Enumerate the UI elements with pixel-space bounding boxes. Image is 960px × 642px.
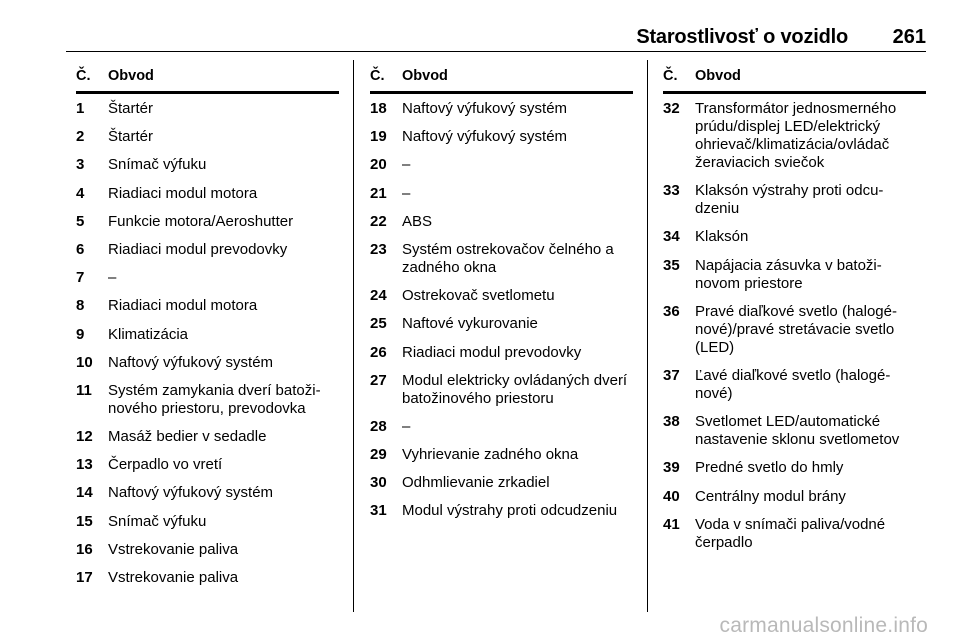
fuse-number: 20 — [370, 156, 387, 174]
circuit-name: Masáž bedier v sedadle — [108, 428, 267, 446]
circuit-name: Naftový výfukový systém — [402, 100, 568, 117]
circuit-name: ABS — [402, 212, 433, 230]
table-row — [76, 354, 339, 372]
table-row — [370, 185, 633, 203]
table-row — [76, 100, 339, 118]
fuse-number: 12 — [76, 428, 93, 446]
circuit-name: Štartér — [108, 128, 154, 146]
circuit-name: Riadiaci modul prevodovky — [402, 343, 582, 361]
circuit-name: – — [108, 269, 117, 287]
fuse-number: 18 — [370, 100, 387, 117]
table-row — [370, 344, 633, 362]
header-number: Č. — [370, 68, 385, 84]
fuse-number: 32 — [663, 100, 680, 117]
table-row — [663, 100, 926, 172]
fuse-number: 40 — [663, 487, 680, 505]
table-row — [663, 459, 926, 477]
fuse-number: 1 — [76, 100, 85, 117]
circuit-name: Transformátor jednosmerného prúdu/displej LED/elektrický ohrievač/klimatizácia/ovládač žeraviacich sviečok — [695, 100, 897, 171]
fuse-number: 29 — [370, 446, 387, 464]
table-row — [76, 569, 339, 587]
table-row — [663, 257, 926, 293]
circuit-name: Voda v snímači paliva/vodné čerpadlo — [695, 515, 886, 551]
table-row — [76, 428, 339, 446]
circuit-name: Naftový výfukový systém — [108, 484, 274, 502]
circuit-name: Vstrekovanie paliva — [108, 540, 239, 558]
table-row — [663, 182, 926, 218]
fuse-number: 24 — [370, 287, 387, 305]
table-header — [663, 67, 926, 91]
circuit-name: Čerpadlo vo vretí — [108, 456, 223, 474]
table-row — [370, 315, 633, 333]
table-row — [76, 128, 339, 146]
circuit-name: Funkcie motora/Aeroshutter — [108, 212, 294, 230]
fuse-number: 35 — [663, 256, 680, 274]
table-row — [76, 156, 339, 174]
table-row — [663, 367, 926, 403]
table-row — [76, 326, 339, 344]
circuit-name: Riadiaci modul prevodovky — [108, 240, 288, 258]
fuse-number: 26 — [370, 343, 387, 361]
table-row — [663, 228, 926, 246]
table-row — [76, 541, 339, 559]
circuit-name: Modul výstrahy proti odcudzeniu — [402, 502, 618, 520]
table-row — [370, 128, 633, 146]
table-row — [76, 297, 339, 315]
circuit-name: Ľavé diaľkové svetlo (halogé-nové) — [695, 366, 891, 402]
fuse-number: 4 — [76, 184, 85, 202]
fuse-number: 41 — [663, 515, 680, 533]
column-divider — [647, 60, 648, 612]
circuit-name: – — [402, 156, 411, 174]
fuse-number: 21 — [370, 184, 387, 202]
fuse-number: 3 — [76, 156, 85, 174]
table-rows — [76, 100, 339, 587]
fuse-number: 6 — [76, 240, 85, 258]
circuit-name: Klaksón výstrahy proti odcu-dzeniu — [695, 182, 884, 218]
header-rule — [370, 91, 633, 94]
fuse-number: 33 — [663, 182, 680, 200]
table-rows — [663, 100, 926, 552]
fuse-number: 38 — [663, 413, 680, 431]
table-row — [370, 241, 633, 277]
watermark: carmanualsonline.info — [719, 614, 928, 637]
table-row — [76, 513, 339, 531]
header-circuit: Obvod — [402, 68, 448, 84]
fuse-number: 9 — [76, 325, 85, 343]
header-rule — [76, 91, 339, 94]
circuit-name: – — [402, 184, 411, 202]
table-row — [370, 446, 633, 464]
table-header — [76, 67, 339, 91]
fuse-number: 22 — [370, 212, 387, 230]
fuse-number: 28 — [370, 417, 387, 435]
table-row — [370, 502, 633, 520]
fuse-number: 25 — [370, 315, 387, 333]
circuit-name: Vstrekovanie paliva — [108, 569, 239, 586]
table-row — [76, 484, 339, 502]
circuit-name: Pravé diaľkové svetlo (halogé-nové)/pravé stretávacie svetlo (LED) — [695, 302, 897, 356]
table-row — [370, 372, 633, 408]
header-rule — [663, 91, 926, 94]
header-rule — [66, 51, 926, 52]
fuse-number: 15 — [76, 512, 93, 530]
circuit-name: Modul elektricky ovládaných dverí batožinového priestoru — [402, 371, 628, 407]
page-number: 261 — [892, 26, 926, 48]
table-row — [76, 241, 339, 259]
header-number: Č. — [663, 68, 678, 84]
circuit-name: Štartér — [108, 100, 154, 117]
table-row — [663, 303, 926, 357]
fuse-number: 11 — [76, 381, 92, 399]
circuit-name: Riadiaci modul motora — [108, 184, 258, 202]
fuse-number: 7 — [76, 269, 85, 287]
fuse-table-column-3 — [663, 67, 926, 562]
table-rows — [370, 100, 633, 520]
circuit-name: Centrálny modul brány — [695, 487, 846, 505]
circuit-name: – — [402, 417, 411, 435]
fuse-number: 36 — [663, 302, 680, 320]
table-row — [370, 474, 633, 492]
circuit-name: Svetlomet LED/automatické nastavenie sklonu svetlometov — [695, 413, 900, 449]
table-row — [663, 413, 926, 449]
header-circuit: Obvod — [695, 68, 741, 84]
circuit-name: Vyhrievanie zadného okna — [402, 446, 579, 464]
fuse-number: 17 — [76, 569, 93, 586]
table-row — [370, 156, 633, 174]
fuse-number: 10 — [76, 353, 93, 371]
fuse-number: 19 — [370, 128, 387, 146]
header-circuit: Obvod — [108, 68, 154, 84]
table-row — [76, 456, 339, 474]
fuse-number: 8 — [76, 297, 85, 315]
fuse-number: 14 — [76, 484, 93, 502]
fuse-number: 5 — [76, 212, 85, 230]
circuit-name: Predné svetlo do hmly — [695, 459, 844, 477]
circuit-name: Riadiaci modul motora — [108, 297, 258, 315]
fuse-number: 27 — [370, 371, 387, 389]
circuit-name: Klimatizácia — [108, 325, 189, 343]
table-row — [370, 287, 633, 305]
page-header — [66, 26, 926, 52]
table-row — [370, 418, 633, 436]
table-header — [370, 67, 633, 91]
table-row — [663, 516, 926, 552]
fuse-number: 39 — [663, 459, 680, 477]
fuse-table-column-1 — [76, 67, 339, 597]
table-row — [370, 100, 633, 118]
header-number: Č. — [76, 68, 91, 84]
fuse-number: 31 — [370, 502, 387, 520]
circuit-name: Naftový výfukový systém — [108, 353, 274, 371]
fuse-number: 2 — [76, 128, 85, 146]
fuse-number: 23 — [370, 240, 387, 258]
circuit-name: Ostrekovač svetlometu — [402, 287, 555, 305]
fuse-number: 37 — [663, 366, 680, 384]
table-row — [76, 185, 339, 203]
circuit-name: Systém zamykania dverí batoži-nového priestoru, prevodovka — [108, 381, 321, 417]
fuse-number: 30 — [370, 474, 387, 492]
circuit-name: Klaksón — [695, 228, 749, 246]
page-title: Starostlivosť o vozidlo — [636, 26, 848, 48]
circuit-name: Systém ostrekovačov čelného a zadného okna — [402, 240, 614, 276]
table-row — [76, 382, 339, 418]
fuse-number: 13 — [76, 456, 93, 474]
circuit-name: Odhmlievanie zrkadiel — [402, 474, 550, 492]
fuse-number: 34 — [663, 228, 680, 246]
table-row — [370, 213, 633, 231]
table-row — [76, 213, 339, 231]
circuit-name: Snímač výfuku — [108, 156, 207, 174]
fuse-table-column-2 — [370, 67, 633, 531]
column-divider — [353, 60, 354, 612]
circuit-name: Snímač výfuku — [108, 512, 207, 530]
table-row — [663, 488, 926, 506]
circuit-name: Napájacia zásuvka v batoži-novom priestore — [695, 256, 882, 292]
circuit-name: Naftové vykurovanie — [402, 315, 538, 333]
table-row — [76, 269, 339, 287]
fuse-number: 16 — [76, 540, 93, 558]
circuit-name: Naftový výfukový systém — [402, 128, 568, 146]
